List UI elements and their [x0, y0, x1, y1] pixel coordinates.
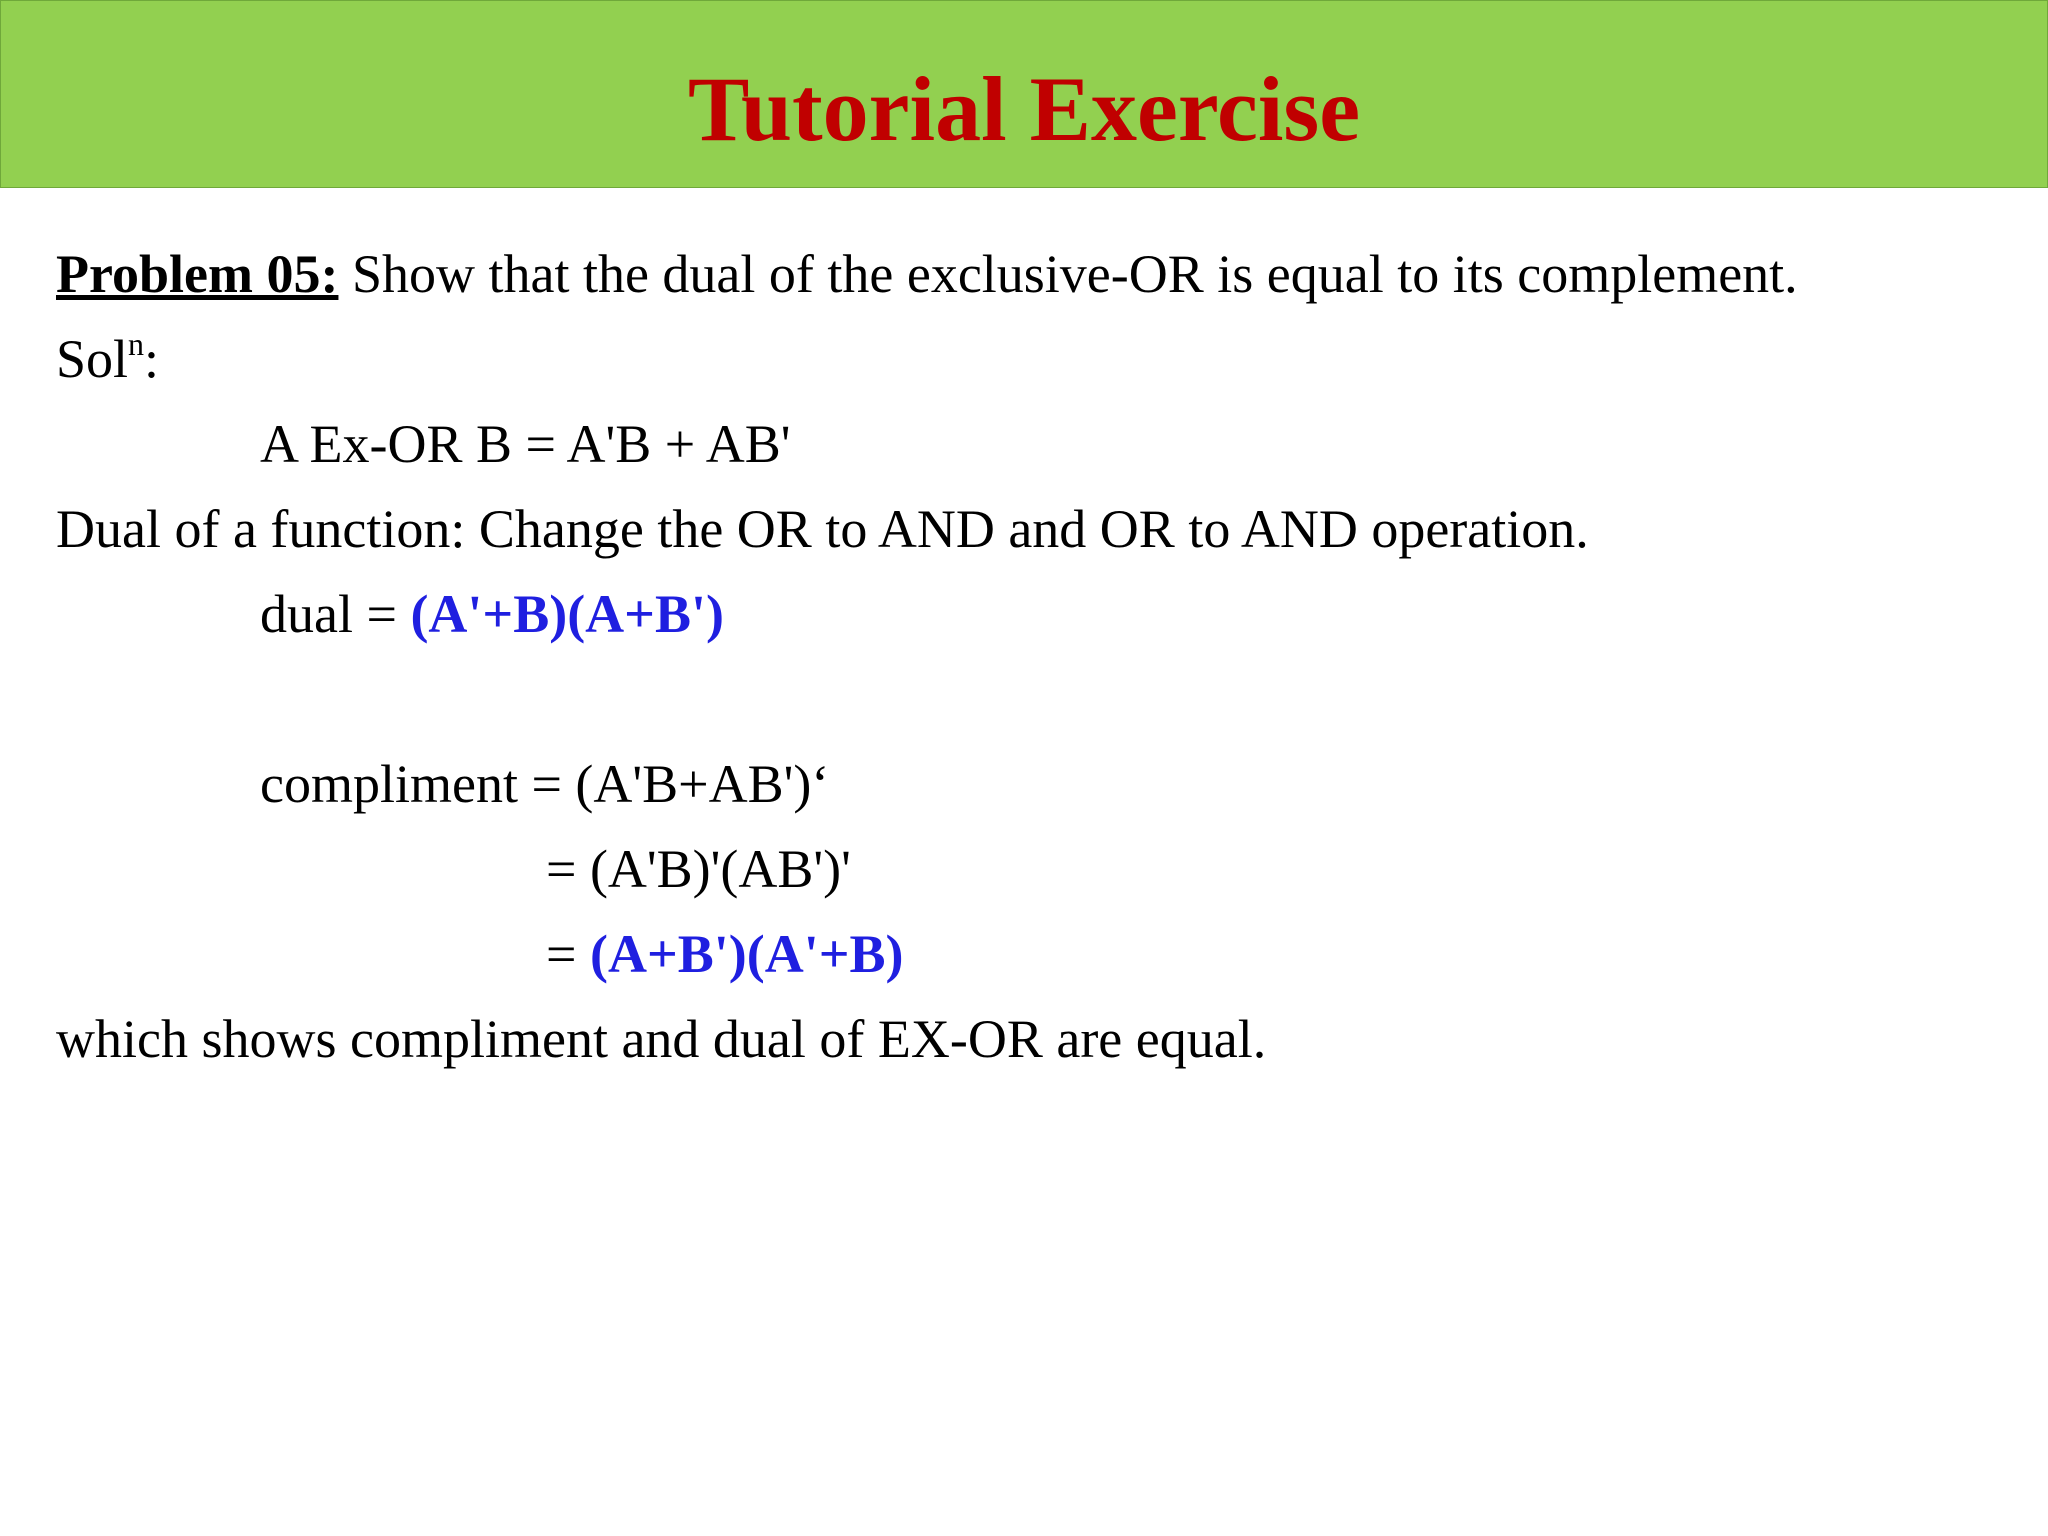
dual-prefix: dual = [260, 584, 411, 644]
dual-result: (A'+B)(A+B') [410, 584, 724, 644]
title-banner [0, 0, 2048, 188]
conclusion-line [56, 997, 2016, 1082]
solution-label-superscript: n [128, 326, 145, 362]
solution-label-colon: : [144, 329, 160, 389]
dual-rule: Dual of a function: Change the OR to AND and OR to AND operation. [56, 499, 1589, 559]
compliment-step-3-prefix: = [546, 924, 590, 984]
problem-line [56, 232, 2016, 317]
solution-label-line [56, 317, 2016, 402]
compliment-step-1: compliment = (A'B+AB')‘ [260, 754, 830, 814]
dual-rule-line [56, 487, 2016, 572]
conclusion: which shows compliment and dual of EX-OR are equal. [56, 1009, 1267, 1069]
compliment-step-2-line [56, 827, 2016, 912]
solution-label: Sol [56, 329, 129, 389]
problem-label: Problem 05: [56, 244, 339, 304]
slide-content [56, 232, 2016, 1082]
dual-line [56, 572, 2016, 657]
compliment-step-1-line [56, 742, 2016, 827]
compliment-step-3-result: (A+B')(A'+B) [589, 924, 904, 984]
compliment-step-2: = (A'B)'(AB')' [546, 839, 851, 899]
blank-spacer [56, 657, 2016, 742]
problem-statement: Show that the dual of the exclusive-OR is equal to its complement. [338, 244, 1798, 304]
page-title: Tutorial Exercise [687, 58, 1361, 160]
exor-definition-line [56, 402, 2016, 487]
exor-definition: A Ex-OR B = A'B + AB' [260, 414, 791, 474]
compliment-step-3-line [56, 912, 2016, 997]
